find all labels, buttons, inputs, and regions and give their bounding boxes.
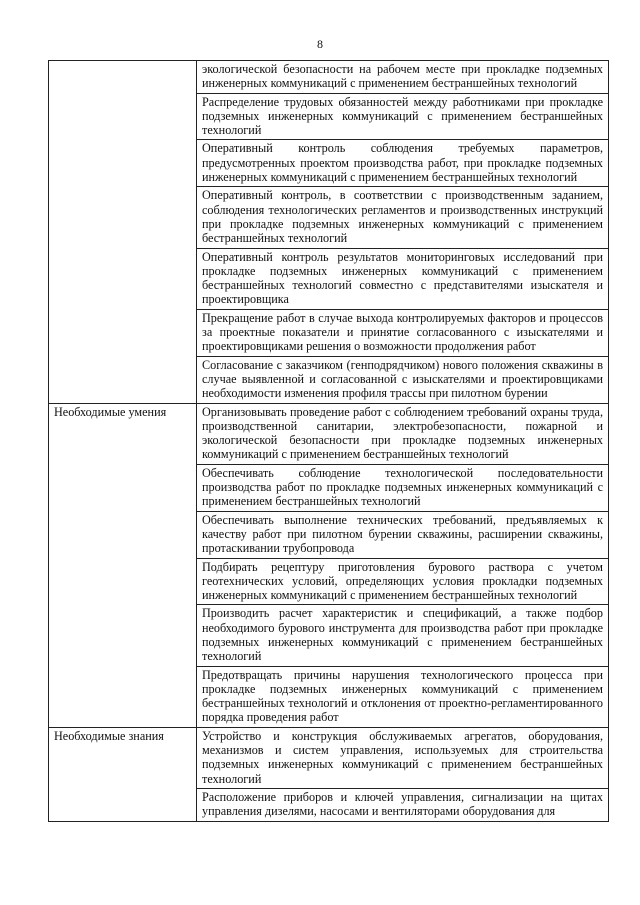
table-cell: Подбирать рецептуру приготовления бурового раствора с учетом геотехнических условий, определяющих условия прокладки подземных инженерных коммуникаций с применением бестраншейных технологий (197, 558, 609, 605)
table-cell: Предотвращать причины нарушения технологического процесса при прокладке подземных инженерных коммуникаций с применением бестраншейных технологий и отклонения от проектно-регламентированного порядка проведения работ (197, 666, 609, 727)
section-label-knowledge: Необходимые знания (49, 727, 197, 821)
table-cell: Обеспечивать выполнение технических требований, предъявляемых к качеству работ при пилотном бурении скважины, расширении скважины, протаскивании трубопровода (197, 511, 609, 558)
section-label-continued (49, 61, 197, 404)
table-row (49, 727, 609, 788)
table-cell: экологической безопасности на рабочем месте при прокладке подземных инженерных коммуникаций с применением бестраншейных технологий (197, 61, 609, 94)
table-cell: Оперативный контроль результатов мониторинговых исследований при прокладке подземных инженерных коммуникаций с применением бестраншейных технологий совместно с представителями изыскателя и проектировщика (197, 248, 609, 309)
table-cell: Согласование с заказчиком (генподрядчиком) нового положения скважины в случае выявленной и согласованной с изыскателями и проектировщиками необходимости изменения профиля трассы при пилотном бурении (197, 356, 609, 403)
table-row (49, 61, 609, 94)
table-cell: Устройство и конструкция обслуживаемых агрегатов, оборудования, механизмов и систем управления, используемых для строительства подземных инженерных коммуникаций с применением бестраншейных технологий (197, 727, 609, 788)
table-cell: Оперативный контроль, в соответствии с производственным заданием, соблюдения технологических регламентов и производственных инструкций при прокладке подземных инженерных коммуникаций с применением бестраншейных технологий (197, 187, 609, 248)
table-cell: Расположение приборов и ключей управления, сигнализации на щитах управления дизелями, насосами и вентиляторами оборудования для (197, 788, 609, 821)
table-row (49, 403, 609, 464)
table-cell: Оперативный контроль соблюдения требуемых параметров, предусмотренных проектом производства работ, при прокладке подземных инженерных коммуникаций с применением бестраншейных технологий (197, 140, 609, 187)
table-cell: Организовывать проведение работ с соблюдением требований охраны труда, производственной санитарии, электробезопасности, пожарной и экологической безопасности при прокладке подземных инженерных коммуникаций с применением бестраншейных технологий (197, 403, 609, 464)
table-cell: Прекращение работ в случае выхода контролируемых факторов и процессов за проектные показатели и принятие согласованного с изыскателями и проектировщиками решения о возможности продолжения работ (197, 309, 609, 356)
page-number: 8 (317, 37, 323, 51)
table-cell: Производить расчет характеристик и спецификаций, а также подбор необходимого бурового инструмента для производства работ при прокладке подземных инженерных коммуникаций с применением бестраншейных технологий (197, 605, 609, 666)
section-label-skills: Необходимые умения (49, 403, 197, 727)
table-cell: Обеспечивать соблюдение технологической последовательности производства работ по прокладке подземных инженерных коммуникаций с применением бестраншейных технологий (197, 464, 609, 511)
competency-table (48, 60, 609, 822)
table-cell: Распределение трудовых обязанностей между работниками при прокладке подземных инженерных коммуникаций с применением бестраншейных технологий (197, 93, 609, 140)
